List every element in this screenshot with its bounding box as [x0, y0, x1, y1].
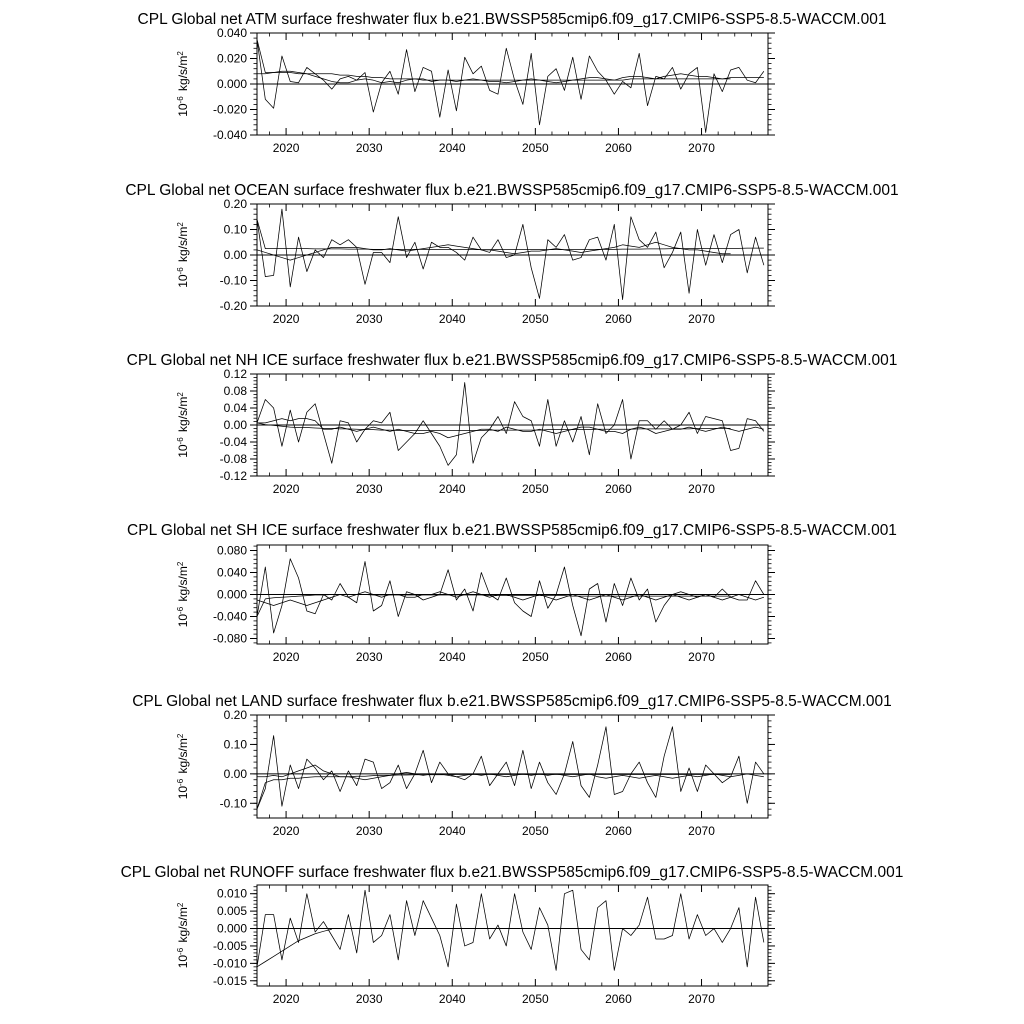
y-axis-label-base: 10: [176, 954, 190, 969]
y-axis-label-unit: kg/s/m: [176, 566, 190, 605]
y-tick-label: 0.12: [223, 367, 247, 381]
y-axis-label-base: 10: [176, 444, 190, 458]
y-tick-label: 0.20: [223, 197, 247, 211]
y-tick-label: -0.040: [212, 609, 247, 624]
y-tick-label: 0.040: [216, 565, 247, 580]
x-tick-label: 2070: [688, 141, 715, 155]
y-tick-label: 0.20: [223, 708, 247, 722]
plot-frame: [257, 715, 768, 818]
y-axis-label-exp: -6: [175, 778, 185, 786]
x-tick-label: 2040: [438, 482, 466, 496]
y-tick-label: -0.010: [212, 956, 247, 971]
x-tick-label: 2070: [688, 650, 715, 664]
y-tick-label: -0.20: [219, 299, 247, 313]
y-tick-label: -0.020: [212, 102, 247, 117]
x-tick-label: 2040: [438, 312, 466, 326]
series-line-1: [257, 383, 764, 466]
x-tick-label: 2050: [521, 824, 549, 838]
chart-title: CPL Global net SH ICE surface freshwater flux b.e21.BWSSP585cmip6.f09_g17.CMIP6-SSP5-8.5-WACCM.001: [127, 522, 897, 539]
y-tick-label: 0.020: [216, 51, 247, 66]
y-axis-label: [176, 902, 191, 968]
y-axis-label-unit: kg/s/m: [176, 907, 190, 946]
y-axis-label-exp: -6: [175, 267, 185, 275]
x-tick-label: 2030: [355, 312, 383, 326]
chart-panel-3: [127, 352, 898, 496]
y-tick-label: 0.005: [216, 904, 247, 919]
y-axis-label-exp: -6: [175, 96, 185, 104]
y-axis-label-base: 10: [176, 103, 190, 117]
y-axis-label-base: 10: [176, 785, 190, 800]
x-tick-label: 2070: [688, 992, 715, 1006]
series-line-1: [257, 727, 764, 809]
y-axis-label-unit-exp: 2: [175, 902, 185, 908]
y-axis-label-exp: -6: [175, 437, 185, 445]
x-tick-label: 2020: [272, 482, 300, 496]
y-axis-label-unit: kg/s/m: [176, 396, 190, 436]
x-tick-label: 2060: [605, 992, 632, 1006]
x-tick-label: 2060: [605, 824, 632, 838]
y-tick-label: -0.12: [219, 469, 247, 483]
y-tick-label: -0.08: [219, 452, 247, 466]
x-tick-label: 2060: [605, 650, 632, 664]
chart-title: CPL Global net RUNOFF surface freshwater flux b.e21.BWSSP585cmip6.f09_g17.CMIP6-SSP5-8.5-WACCM.001: [120, 864, 904, 881]
x-tick-label: 2060: [605, 312, 632, 326]
series-line-1: [257, 890, 764, 970]
series-line-3: [257, 71, 731, 82]
y-axis-label: [176, 222, 191, 288]
chart-title: CPL Global net OCEAN surface freshwater flux b.e21.BWSSP585cmip6.f09_g17.CMIP6-SSP5-8.5-WACCM.001: [125, 182, 899, 199]
y-axis-label-unit-exp: 2: [175, 51, 185, 56]
series-group: [257, 890, 764, 970]
series-group: [257, 209, 764, 300]
y-axis-label: [176, 561, 191, 627]
chart-title: CPL Global net NH ICE surface freshwater flux b.e21.BWSSP585cmip6.f09_g17.CMIP6-SSP5-8.5-WACCM.001: [126, 352, 898, 369]
y-axis-label-base: 10: [176, 613, 190, 628]
x-tick-label: 2020: [272, 141, 300, 155]
chart-panel-2: [125, 182, 898, 326]
x-tick-label: 2040: [438, 141, 466, 155]
x-tick-label: 2060: [605, 141, 632, 155]
x-tick-label: 2030: [355, 992, 383, 1006]
y-axis-label-exp: -6: [175, 606, 185, 614]
y-tick-label: 0.00: [223, 418, 247, 432]
y-axis-label: [176, 392, 191, 458]
series-line-3: [257, 242, 731, 260]
chart-title: CPL Global net LAND surface freshwater flux b.e21.BWSSP585cmip6.f09_g17.CMIP6-SSP5-8.5-WACCM.001: [132, 693, 892, 710]
y-tick-label: -0.10: [219, 796, 247, 811]
x-tick-label: 2030: [355, 141, 383, 155]
y-tick-label: -0.080: [212, 631, 247, 646]
x-tick-label: 2040: [438, 992, 466, 1006]
y-axis-label: [176, 51, 191, 117]
y-axis-label-unit: kg/s/m: [176, 226, 190, 266]
y-tick-label: 0.040: [216, 26, 247, 40]
y-axis-label-base: 10: [176, 274, 190, 288]
chart-title: CPL Global net ATM surface freshwater flux b.e21.BWSSP585cmip6.f09_g17.CMIP6-SSP5-8.5-WACCM.001: [137, 11, 887, 28]
x-tick-label: 2020: [272, 992, 300, 1006]
x-tick-label: 2030: [355, 650, 383, 664]
y-tick-label: 0.000: [216, 587, 247, 602]
y-axis-label-unit: kg/s/m: [176, 55, 190, 95]
x-tick-label: 2030: [355, 824, 383, 838]
series-line-1: [257, 39, 764, 132]
y-tick-label: -0.005: [212, 938, 247, 953]
y-tick-label: -0.10: [219, 273, 247, 288]
y-axis-label-exp: -6: [175, 947, 185, 955]
y-axis-label-unit-exp: 2: [175, 392, 185, 397]
plot-frame: [257, 885, 768, 986]
series-line-1: [257, 559, 764, 636]
x-tick-label: 2060: [605, 482, 632, 496]
y-tick-label: 0.10: [223, 737, 247, 752]
y-axis-label: [176, 733, 191, 799]
series-group: [257, 727, 764, 809]
chart-panel-1: [138, 11, 887, 155]
series-line-2: [257, 219, 764, 249]
series-group: [257, 559, 764, 636]
x-tick-label: 2070: [688, 824, 715, 838]
y-tick-label: 0.000: [216, 921, 247, 936]
y-tick-label: 0.10: [223, 222, 247, 237]
chart-panel-6: [121, 864, 904, 1006]
x-tick-label: 2050: [521, 141, 549, 155]
y-tick-label: -0.04: [219, 435, 247, 449]
y-tick-label: 0.04: [223, 401, 247, 415]
series-group: [257, 39, 764, 132]
series-line-2: [257, 929, 332, 967]
y-tick-label: -0.015: [212, 973, 247, 988]
x-tick-label: 2070: [688, 312, 715, 326]
y-tick-label: 0.08: [223, 384, 247, 398]
y-tick-label: 0.010: [216, 886, 247, 901]
series-group: [257, 383, 764, 466]
y-tick-label: 0.080: [216, 543, 247, 558]
y-tick-label: -0.040: [212, 128, 247, 142]
y-axis-label-unit-exp: 2: [175, 561, 185, 567]
chart-panel-4: [127, 522, 897, 664]
x-tick-label: 2040: [438, 824, 466, 838]
x-tick-label: 2020: [272, 824, 300, 838]
y-axis-label-unit: kg/s/m: [176, 738, 190, 777]
y-axis-label-unit-exp: 2: [175, 222, 185, 227]
series-line-1: [257, 209, 764, 300]
x-tick-label: 2050: [521, 992, 549, 1006]
x-tick-label: 2020: [272, 312, 300, 326]
series-line-2: [257, 39, 764, 80]
y-tick-label: 0.000: [216, 77, 247, 91]
chart-panel-5: [132, 693, 892, 838]
x-tick-label: 2050: [521, 482, 549, 496]
x-tick-label: 2070: [688, 482, 715, 496]
y-tick-label: 0.00: [223, 248, 247, 262]
x-tick-label: 2030: [355, 482, 383, 496]
x-tick-label: 2050: [521, 312, 549, 326]
y-axis-label-unit-exp: 2: [175, 733, 185, 739]
x-tick-label: 2040: [438, 650, 466, 664]
x-tick-label: 2020: [272, 650, 300, 664]
x-tick-label: 2050: [521, 650, 549, 664]
y-tick-label: 0.00: [223, 766, 247, 781]
